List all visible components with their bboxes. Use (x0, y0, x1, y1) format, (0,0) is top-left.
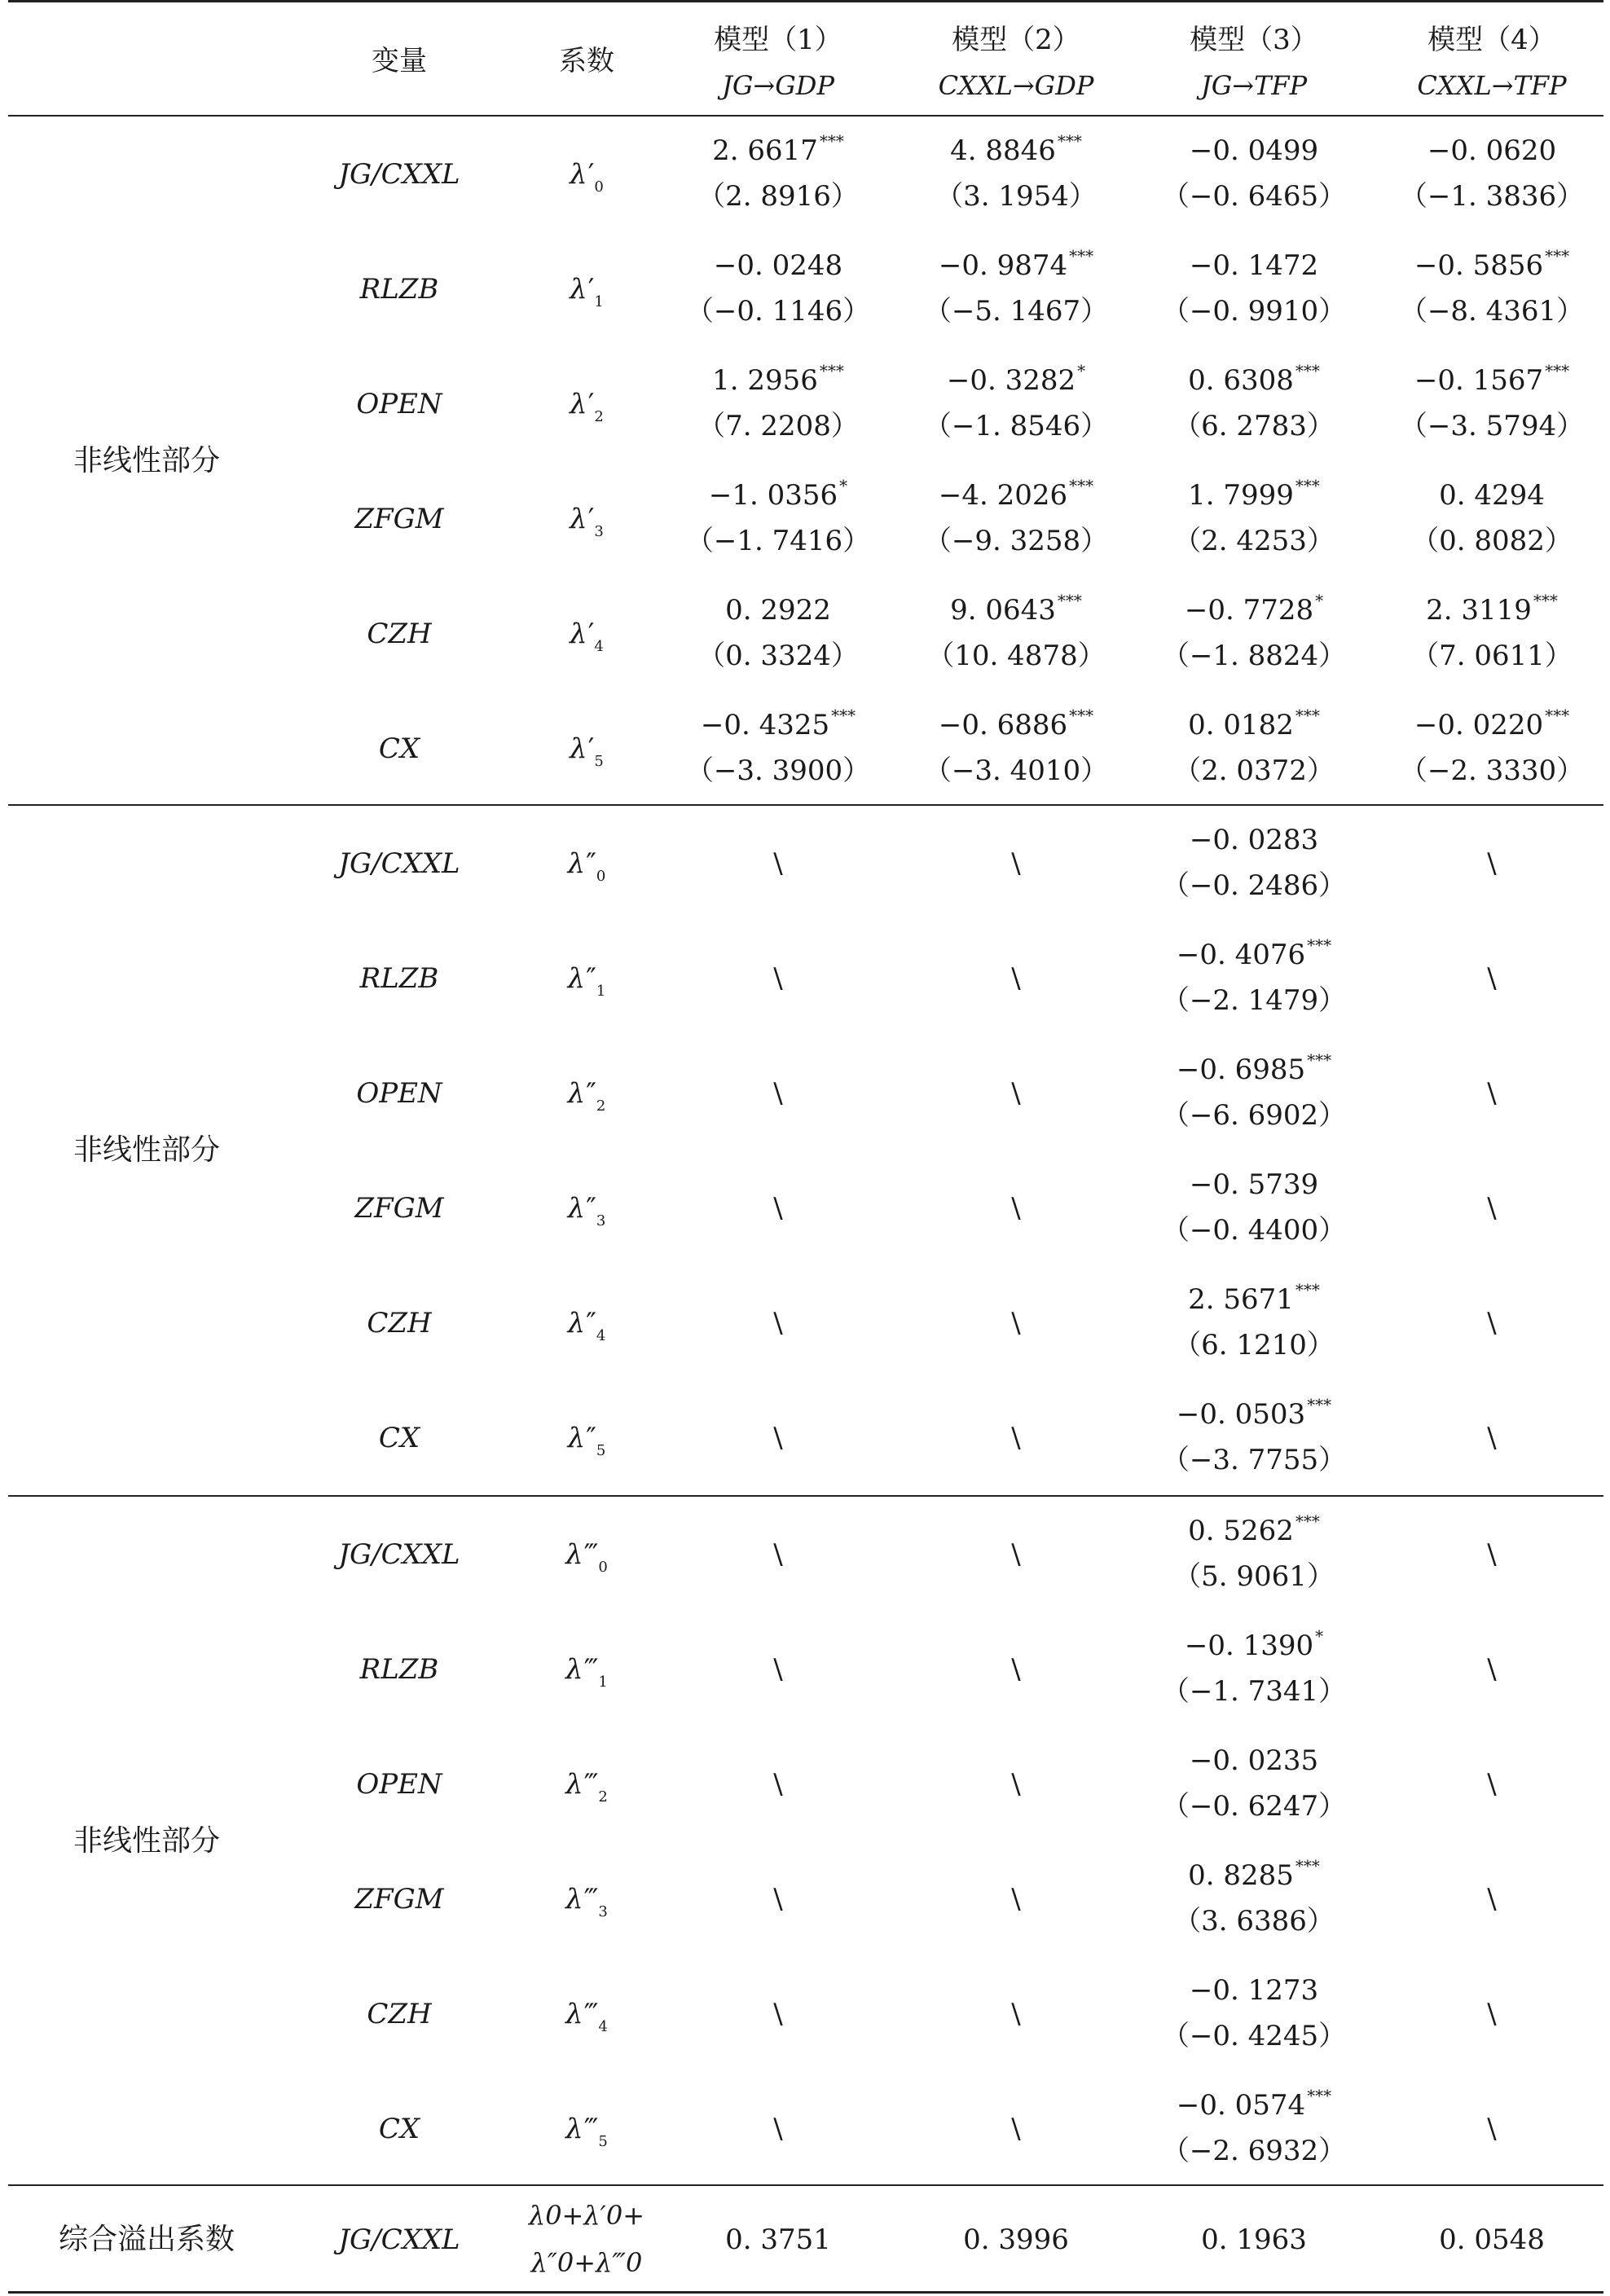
t-statistic: （−0. 1146） (685, 294, 871, 328)
estimate-value: −0. 0503 (1176, 1397, 1306, 1431)
coefficient-index: 0 (594, 178, 604, 196)
variable-name: JG/CXXL (338, 847, 460, 880)
significance-stars: *** (1533, 590, 1558, 610)
not-applicable-mark: \ (1011, 961, 1021, 995)
estimate-value: 1. 2956 (712, 363, 818, 397)
coefficient-index: 3 (598, 1902, 608, 1920)
header-model-2: 模型（2） (952, 24, 1080, 56)
coefficient-symbol (497, 382, 676, 426)
coefficient-estimate (1136, 818, 1372, 862)
lambda-glyph: λ (567, 1306, 586, 1339)
prime-mark: ‴ (583, 1537, 599, 1571)
not-applicable-mark: \ (773, 1767, 783, 1801)
not-applicable-mark: \ (1487, 1421, 1497, 1454)
not-applicable-mark: \ (773, 847, 783, 880)
top-rule (8, 0, 1603, 2)
coefficient-symbol (497, 1416, 676, 1460)
summary-formula-line2: λ″0+λ‴0 (530, 2247, 643, 2278)
estimate-value: −0. 0574 (1176, 2088, 1306, 2122)
significance-stars: *** (1295, 1279, 1320, 1300)
not-applicable-mark: \ (773, 1537, 783, 1571)
coefficient-index: 1 (598, 1673, 608, 1691)
prime-mark: ″ (586, 1306, 596, 1339)
header-model-3: 模型（3） (1190, 24, 1318, 56)
not-applicable-mark: \ (1011, 1997, 1021, 2030)
variable-name: OPEN (356, 1076, 442, 1110)
t-statistic: （−8. 4361） (1399, 294, 1585, 328)
coefficient-estimate (1136, 1624, 1372, 1668)
variable-name: OPEN (356, 387, 442, 420)
significance-stars: *** (1295, 1511, 1320, 1531)
coefficient-estimate (898, 703, 1134, 747)
variable-name: CX (378, 732, 420, 765)
header-model-4: 模型（4） (1427, 24, 1556, 56)
t-statistic: （6. 1210） (1173, 1328, 1335, 1361)
coefficient-symbol (497, 152, 676, 196)
t-statistic: （0. 3324） (697, 639, 859, 672)
variable-name: CX (378, 2112, 420, 2145)
estimate-value: −0. 6985 (1176, 1053, 1306, 1086)
coefficient-index: 5 (594, 752, 604, 770)
coefficient-index: 3 (594, 522, 604, 540)
not-applicable-mark: \ (773, 1652, 783, 1686)
header-model-4-sub: CXXL→TFP (1417, 70, 1567, 101)
variable-name: CX (378, 1421, 420, 1454)
coefficient-estimate (1136, 1392, 1372, 1436)
prime-mark: ′ (587, 617, 595, 650)
not-applicable-mark: \ (1487, 1997, 1497, 2030)
significance-stars: * (1077, 360, 1086, 380)
coefficient-index: 2 (598, 1788, 608, 1806)
t-statistic: （−1. 3836） (1399, 179, 1585, 213)
header-model-1: 模型（1） (714, 24, 842, 56)
estimate-value: −0. 0499 (1189, 134, 1319, 167)
significance-stars: *** (1545, 705, 1570, 725)
coefficient-estimate (1374, 703, 1610, 747)
estimate-value: 2. 5671 (1188, 1282, 1294, 1316)
not-applicable-mark: \ (1487, 1652, 1497, 1686)
coefficient-symbol (497, 1186, 676, 1230)
estimate-value: −0. 4076 (1176, 938, 1306, 971)
prime-mark: ′ (587, 502, 595, 535)
lambda-glyph: λ (570, 387, 587, 420)
coefficient-estimate (1136, 1163, 1372, 1207)
not-applicable-mark: \ (1487, 1767, 1497, 1801)
coefficient-index: 0 (596, 867, 606, 885)
t-statistic: （−2. 1479） (1161, 983, 1347, 1017)
lambda-glyph: λ (567, 847, 586, 880)
variable-name: JG/CXXL (338, 1537, 460, 1571)
lambda-glyph: λ (565, 1537, 583, 1571)
significance-stars: * (1315, 590, 1324, 610)
variable-name: RLZB (359, 961, 439, 995)
t-statistic: （−3. 5794） (1399, 409, 1585, 442)
t-statistic: （−1. 7416） (685, 524, 871, 557)
t-statistic: （−3. 3900） (685, 754, 871, 787)
coefficient-estimate (660, 129, 896, 173)
coefficient-estimate (1374, 129, 1610, 173)
coefficient-symbol (497, 727, 676, 771)
not-applicable-mark: \ (1487, 961, 1497, 995)
coefficient-index: 4 (598, 2017, 608, 2035)
significance-stars: *** (1057, 590, 1082, 610)
coefficient-index: 5 (598, 2132, 608, 2150)
not-applicable-mark: \ (1011, 2112, 1021, 2145)
estimate-value: −0. 1273 (1189, 1973, 1319, 2007)
variable-name: RLZB (359, 272, 439, 306)
estimate-value: −0. 3282 (946, 363, 1076, 397)
variable-name: JG/CXXL (338, 157, 460, 191)
section-rule-3 (8, 2184, 1603, 2186)
significance-stars: *** (1307, 935, 1332, 955)
coefficient-estimate (1374, 244, 1610, 288)
coefficient-index: 2 (594, 407, 604, 425)
coefficient-symbol (497, 1877, 676, 1921)
t-statistic: （2. 8916） (697, 179, 859, 213)
regression-table (8, 0, 1603, 2296)
not-applicable-mark: \ (1487, 1076, 1497, 1110)
not-applicable-mark: \ (1011, 1191, 1021, 1225)
significance-stars: * (1315, 1625, 1324, 1646)
variable-name: CZH (367, 617, 432, 650)
t-statistic: （3. 6386） (1173, 1904, 1335, 1938)
significance-stars: *** (1069, 475, 1094, 495)
estimate-value: −0. 4325 (700, 708, 830, 741)
summary-value-model-1: 0. 3751 (725, 2223, 831, 2256)
t-statistic: （−2. 3330） (1399, 754, 1585, 787)
t-statistic: （−2. 6932） (1161, 2134, 1347, 2167)
significance-stars: *** (819, 360, 844, 380)
lambda-glyph: λ (565, 1882, 583, 1916)
coefficient-estimate (1374, 358, 1610, 402)
lambda-glyph: λ (565, 1997, 583, 2030)
coefficient-index: 1 (594, 292, 604, 310)
not-applicable-mark: \ (1011, 1306, 1021, 1339)
coefficient-index: 4 (594, 637, 604, 655)
header-coef: 系数 (559, 45, 614, 77)
estimate-value: −0. 1567 (1414, 363, 1544, 397)
significance-stars: *** (1307, 1049, 1332, 1070)
coefficient-estimate (1136, 358, 1372, 402)
prime-mark: ′ (587, 387, 595, 420)
t-statistic: （−0. 6247） (1161, 1789, 1347, 1823)
estimate-value: 2. 3119 (1426, 593, 1532, 627)
t-statistic: （7. 0611） (1411, 639, 1573, 672)
significance-stars: * (839, 475, 848, 495)
coefficient-symbol (497, 2107, 676, 2151)
t-statistic: （10. 4878） (926, 639, 1106, 672)
coefficient-estimate (660, 703, 896, 747)
t-statistic: （−0. 6465） (1161, 179, 1347, 213)
significance-stars: *** (1545, 360, 1570, 380)
variable-name: ZFGM (354, 1191, 444, 1225)
coefficient-symbol (497, 842, 676, 886)
not-applicable-mark: \ (773, 961, 783, 995)
header-variable: 变量 (372, 45, 427, 77)
summary-formula-line1: λ0+λ′0+ (528, 2200, 645, 2231)
prime-mark: ′ (587, 272, 595, 306)
t-statistic: （−3. 7755） (1161, 1443, 1347, 1476)
not-applicable-mark: \ (1487, 1882, 1497, 1916)
t-statistic: （2. 4253） (1173, 524, 1335, 557)
lambda-glyph: λ (567, 961, 586, 995)
significance-stars: *** (1307, 1394, 1332, 1414)
coefficient-index: 0 (598, 1558, 608, 1576)
coefficient-index: 4 (596, 1326, 606, 1344)
coefficient-symbol (497, 1071, 676, 1115)
coefficient-estimate (1136, 933, 1372, 977)
significance-stars: *** (819, 130, 844, 151)
not-applicable-mark: \ (773, 1421, 783, 1454)
estimate-value: −0. 9874 (938, 249, 1068, 282)
prime-mark: ″ (586, 1191, 596, 1225)
prime-mark: ‴ (583, 1652, 599, 1686)
not-applicable-mark: \ (1011, 1767, 1021, 1801)
t-statistic: （−5. 1467） (923, 294, 1109, 328)
not-applicable-mark: \ (1487, 1191, 1497, 1225)
coefficient-symbol (497, 1992, 676, 2036)
estimate-value: −0. 1390 (1184, 1629, 1314, 1662)
t-statistic: （−0. 4400） (1161, 1213, 1347, 1247)
estimate-value: −4. 2026 (938, 478, 1068, 512)
t-statistic: （6. 2783） (1173, 409, 1335, 442)
coefficient-index: 5 (596, 1441, 606, 1459)
not-applicable-mark: \ (773, 1191, 783, 1225)
section-label-1: 非线性部分 (73, 444, 220, 477)
estimate-value: −0. 6886 (938, 708, 1068, 741)
coefficient-estimate (660, 588, 896, 632)
coefficient-symbol (497, 1533, 676, 1577)
significance-stars: *** (1057, 130, 1082, 151)
variable-name: CZH (367, 1306, 432, 1339)
coefficient-symbol (497, 1647, 676, 1691)
coefficient-estimate (898, 473, 1134, 517)
coefficient-estimate (1136, 1968, 1372, 2012)
t-statistic: （−6. 6902） (1161, 1098, 1347, 1132)
coefficient-estimate (1374, 588, 1610, 632)
estimate-value: 2. 6617 (712, 134, 818, 167)
estimate-value: 0. 4294 (1439, 478, 1545, 512)
coefficient-symbol (497, 1762, 676, 1806)
t-statistic: （−1. 7341） (1161, 1674, 1347, 1708)
coefficient-index: 1 (596, 982, 606, 1000)
section-label-2: 非线性部分 (73, 1133, 220, 1167)
coefficient-estimate (1136, 244, 1372, 288)
summary-value-model-3: 0. 1963 (1201, 2223, 1307, 2256)
estimate-value: −0. 0620 (1427, 134, 1557, 167)
coefficient-symbol (497, 1301, 676, 1345)
header-model-2-sub: CXXL→GDP (938, 70, 1094, 101)
section-rule-2 (8, 1495, 1603, 1497)
estimate-value: −0. 1472 (1189, 249, 1319, 282)
variable-name: ZFGM (354, 502, 444, 535)
lambda-glyph: λ (570, 617, 587, 650)
prime-mark: ″ (586, 847, 596, 880)
coefficient-estimate (1136, 703, 1372, 747)
not-applicable-mark: \ (1011, 1537, 1021, 1571)
estimate-value: −0. 0220 (1414, 708, 1544, 741)
coefficient-estimate (660, 244, 896, 288)
not-applicable-mark: \ (1011, 1421, 1021, 1454)
estimate-value: −0. 0283 (1189, 823, 1319, 856)
estimate-value: 0. 8285 (1188, 1858, 1294, 1892)
estimate-value: 0. 0182 (1188, 708, 1294, 741)
not-applicable-mark: \ (773, 2112, 783, 2145)
estimate-value: 9. 0643 (950, 593, 1056, 627)
prime-mark: ″ (586, 1076, 596, 1110)
t-statistic: （−1. 8824） (1161, 639, 1347, 672)
estimate-value: 0. 2922 (725, 593, 831, 627)
lambda-glyph: λ (565, 1767, 583, 1801)
t-statistic: （−1. 8546） (923, 409, 1109, 442)
coefficient-estimate (1136, 1854, 1372, 1898)
prime-mark: ‴ (583, 1882, 599, 1916)
not-applicable-mark: \ (1487, 847, 1497, 880)
lambda-glyph: λ (570, 157, 587, 191)
not-applicable-mark: \ (1487, 1306, 1497, 1339)
prime-mark: ‴ (583, 1997, 599, 2030)
estimate-value: −1. 0356 (708, 478, 838, 512)
lambda-glyph: λ (567, 1191, 586, 1225)
section-rule-1 (8, 804, 1603, 806)
not-applicable-mark: \ (1011, 1882, 1021, 1916)
coefficient-estimate (1136, 1739, 1372, 1783)
coefficient-estimate (1136, 588, 1372, 632)
t-statistic: （−0. 2486） (1161, 869, 1347, 902)
coefficient-symbol (497, 957, 676, 1001)
summary-value-model-2: 0. 3996 (963, 2223, 1069, 2256)
t-statistic: （−0. 9910） (1161, 294, 1347, 328)
estimate-value: 1. 7999 (1188, 478, 1294, 512)
significance-stars: *** (1295, 475, 1320, 495)
not-applicable-mark: \ (1011, 1076, 1021, 1110)
summary-variable: JG/CXXL (338, 2223, 460, 2256)
coefficient-estimate (1136, 1278, 1372, 1322)
estimate-value: −0. 7728 (1184, 593, 1314, 627)
prime-mark: ′ (587, 732, 595, 765)
variable-name: RLZB (359, 1652, 439, 1686)
prime-mark: ″ (586, 1421, 596, 1454)
coefficient-estimate (1136, 473, 1372, 517)
t-statistic: （0. 8082） (1411, 524, 1573, 557)
prime-mark: ‴ (583, 2112, 599, 2145)
variable-name: OPEN (356, 1767, 442, 1801)
prime-mark: ′ (587, 157, 595, 191)
variable-name: CZH (367, 1997, 432, 2030)
prime-mark: ‴ (583, 1767, 599, 1801)
t-statistic: （3. 1954） (935, 179, 1097, 213)
summary-label: 综合溢出系数 (58, 2223, 235, 2256)
coefficient-estimate (660, 358, 896, 402)
lambda-glyph: λ (567, 1421, 586, 1454)
not-applicable-mark: \ (773, 1997, 783, 2030)
estimate-value: −0. 0248 (713, 249, 843, 282)
lambda-glyph: λ (570, 502, 587, 535)
significance-stars: *** (1295, 360, 1320, 380)
coefficient-estimate (898, 129, 1134, 173)
not-applicable-mark: \ (1011, 1652, 1021, 1686)
significance-stars: *** (831, 705, 856, 725)
header-rule (8, 115, 1603, 117)
coefficient-estimate (1136, 129, 1372, 173)
significance-stars: *** (1295, 705, 1320, 725)
coefficient-estimate (898, 244, 1134, 288)
coefficient-symbol (497, 497, 676, 541)
coefficient-estimate (898, 358, 1134, 402)
lambda-glyph: λ (567, 1076, 586, 1110)
not-applicable-mark: \ (1487, 1537, 1497, 1571)
coefficient-estimate (1136, 2083, 1372, 2127)
coefficient-estimate (898, 588, 1134, 632)
not-applicable-mark: \ (773, 1882, 783, 1916)
significance-stars: *** (1295, 1855, 1320, 1876)
lambda-glyph: λ (565, 1652, 583, 1686)
header-model-1-sub: JG→GDP (722, 70, 834, 101)
significance-stars: *** (1307, 2085, 1332, 2105)
estimate-value: 4. 8846 (950, 134, 1056, 167)
coefficient-symbol (497, 267, 676, 311)
estimate-value: −0. 5856 (1414, 249, 1544, 282)
not-applicable-mark: \ (773, 1076, 783, 1110)
estimate-value: −0. 0235 (1189, 1744, 1319, 1777)
variable-name: ZFGM (354, 1882, 444, 1916)
coefficient-estimate (660, 473, 896, 517)
t-statistic: （−0. 4245） (1161, 2019, 1347, 2052)
coefficient-estimate (1136, 1509, 1372, 1553)
estimate-value: 0. 6308 (1188, 363, 1294, 397)
bottom-rule (8, 2291, 1603, 2294)
coefficient-symbol (497, 612, 676, 656)
significance-stars: *** (1545, 245, 1570, 266)
coefficient-estimate (1374, 473, 1610, 517)
significance-stars: *** (1069, 705, 1094, 725)
t-statistic: （7. 2208） (697, 409, 859, 442)
significance-stars: *** (1069, 245, 1094, 266)
header-model-3-sub: JG→TFP (1200, 70, 1308, 101)
t-statistic: （−9. 3258） (923, 524, 1109, 557)
lambda-glyph: λ (570, 272, 587, 306)
prime-mark: ″ (586, 961, 596, 995)
estimate-value: 0. 5262 (1188, 1514, 1294, 1547)
summary-value-model-4: 0. 0548 (1439, 2223, 1545, 2256)
estimate-value: −0. 5739 (1189, 1168, 1319, 1201)
t-statistic: （2. 0372） (1173, 754, 1335, 787)
coefficient-estimate (1136, 1048, 1372, 1092)
section-label-3: 非线性部分 (73, 1824, 220, 1858)
not-applicable-mark: \ (1011, 847, 1021, 880)
not-applicable-mark: \ (1487, 2112, 1497, 2145)
not-applicable-mark: \ (773, 1306, 783, 1339)
lambda-glyph: λ (570, 732, 587, 765)
lambda-glyph: λ (565, 2112, 583, 2145)
t-statistic: （−3. 4010） (923, 754, 1109, 787)
coefficient-index: 3 (596, 1212, 606, 1229)
coefficient-index: 2 (596, 1097, 606, 1115)
t-statistic: （5. 9061） (1173, 1559, 1335, 1593)
